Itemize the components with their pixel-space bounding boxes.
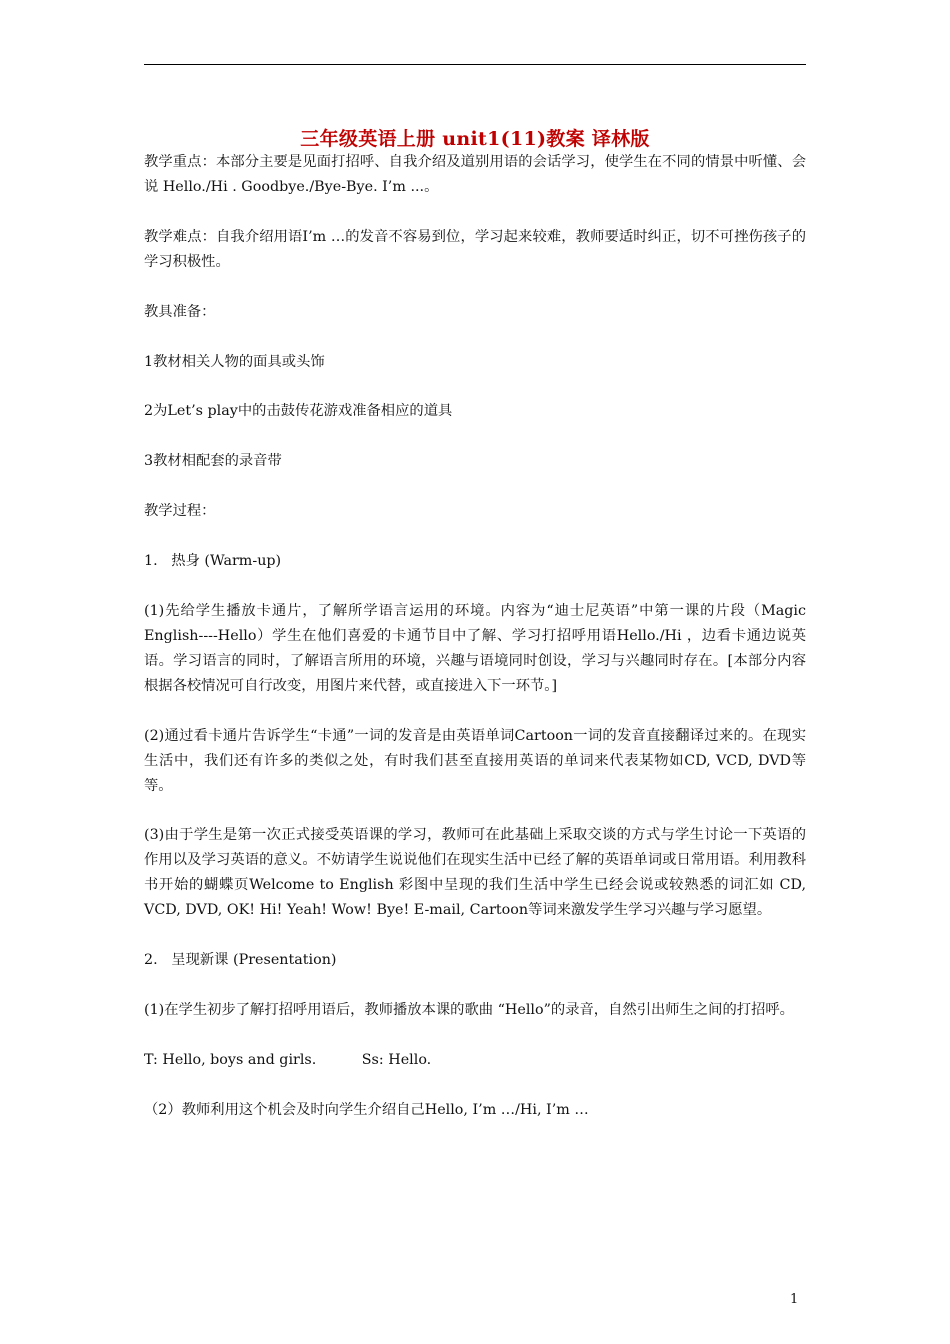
section-heading-presentation: 2. 呈现新课 (Presentation) (144, 952, 337, 969)
paragraph-presentation-1: (1)在学生初步了解打招呼用语后，教师播放本课的歌曲 “Hello”的录音，自然引出师生之间的打招呼。 (144, 1001, 794, 1018)
list-item-material-3: 3教材相配套的录音带 (144, 453, 282, 470)
document-title: 三年级英语上册 unit1(11)教案 译林版 (300, 128, 650, 150)
list-item-material-2: 2为Let’s play中的击鼓传花游戏准备相应的道具 (144, 403, 453, 420)
section-heading-warm-up: 1. 热身 (Warm-up) (144, 553, 282, 570)
page-number: 1 (790, 1292, 799, 1307)
document-body (144, 150, 806, 1148)
paragraph-key-points: 教学重点：本部分主要是见面打招呼、自我介绍及道别用语的会话学习，使学生在不同的情景中听懂、会说 Hello./Hi . Goodbye./Bye-Bye. I’m ...。 (144, 154, 806, 195)
header-rule (144, 64, 806, 65)
paragraph-process-heading: 教学过程： (144, 503, 216, 520)
paragraph-difficulties: 教学难点：自我介绍用语I’m …的发音不容易到位，学习起来较难，教师要适时纠正，切不可挫伤孩子的学习积极性。 (144, 228, 806, 270)
paragraph-warm-up-3: (3)由于学生是第一次正式接受英语课的学习，教师可在此基础上采取交谈的方式与学生讨论一下英语的作用以及学习英语的意义。不妨请学生说说他们在现实生活中已经了解的英语单词或日常用语。利用教科书开始的蝴蝶页Welcome to English 彩图中呈现的我们生活中学生已经会说或较熟悉的词汇如 CD, VCD, DVD, OK! Hi! Yeah! Wow! Bye! E-mail, Cartoon等词来激发学生学习兴趣与学习愿望。 (144, 827, 806, 919)
paragraph-warm-up-1: (1)先给学生播放卡通片，了解所学语言运用的环境。内容为“迪士尼英语”中第一课的片段（Magic English----Hello）学生在他们喜爱的卡通节目中了解、学习打招呼用语Hello./Hi ，边看卡通边说英语。学习语言的同时，了解语言所用的环境，兴趣与语境同时创设，学习与兴趣同时存在。[本部分内容根据各校情况可自行改变，用图片来代替，或直接进入下一环节。] (144, 603, 806, 694)
paragraph-warm-up-2: (2)通过看卡通片告诉学生“卡通”一词的发音是由英语单词Cartoon一词的发音直接翻译过来的。在现实生活中，我们还有许多的类似之处，有时我们甚至直接用英语的单词来代表某物如CD, VCD, DVD等等。 (144, 727, 806, 794)
paragraph-presentation-2: （2）教师利用这个机会及时向学生介绍自己Hello, I’m …/Hi, I’m … (144, 1101, 589, 1118)
dialog-line: T: Hello, boys and girls. Ss: Hello. (144, 1051, 432, 1068)
paragraph-materials-heading: 教具准备： (144, 303, 216, 320)
list-item-material-1: 1教材相关人物的面具或头饰 (144, 353, 325, 370)
